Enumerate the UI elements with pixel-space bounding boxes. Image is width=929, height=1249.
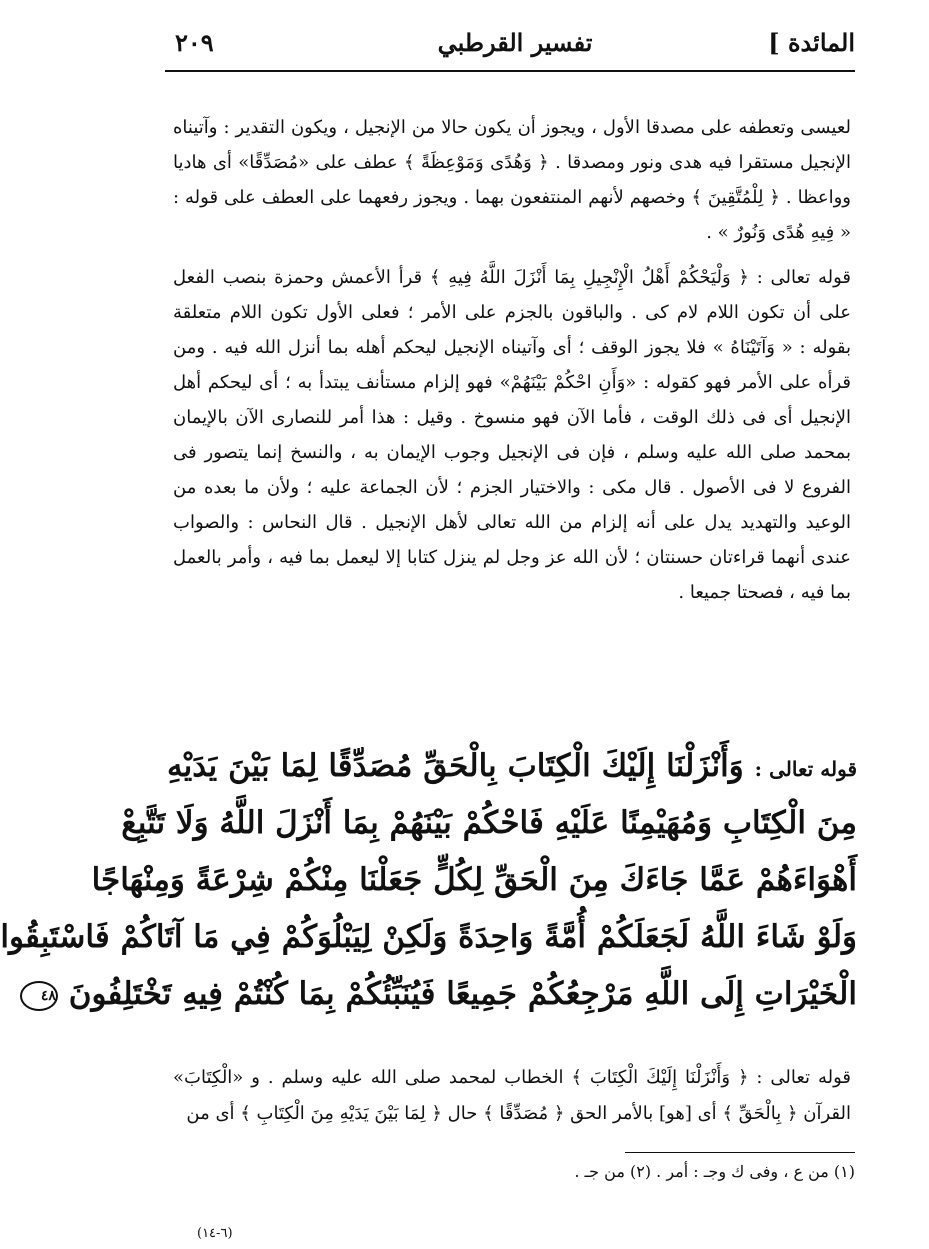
verse-line — [167, 738, 857, 795]
verse-commentary — [173, 1060, 851, 1132]
footnotes: (١) من ع ، وفى ك وجـ : أمر . (٢) من جـ . — [574, 1162, 855, 1181]
paragraph: لعيسى وتعطفه على مصدقا الأول ، ويجوز أن يكون حالا من الإنجيل ، ويكون التقدير : وآتيناه الإنجيل مستقرا فيه هدى ونور ومصدقا . ﴿ وَهُدًى وَمَوْعِظَةً ﴾ عطف على «مُصَدِّقًا» أى هاديا وواعظا . ﴿ لِلْمُتَّقِينَ ﴾ وخصهم لأنهم المنتفعون بهما . ويجوز رفعهما على العطف على قوله : « فِيهِ هُدًى وَنُورٌ » . — [173, 117, 851, 243]
paragraph: قوله تعالى : ﴿ وَلْيَحْكُمْ أَهْلُ الْإِنْجِيلِ بِمَا أَنْزَلَ اللَّهُ فِيهِ ﴾ قرأ الأعمش وحمزة بنصب الفعل على أن تكون اللام لام كى . والباقون بالجزم على الأمر ؛ فعلى الأول تكون اللام متعلقة بقوله : « وَآتَيْنَاهُ » فلا يجوز الوقف ؛ أى وآتيناه الإنجيل ليحكم أهله بما أنزل الله فيه . ومن قرأه على الأمر فهو كقوله : «وَأَنِ احْكُمْ بَيْنَهُمْ» فهو إلزام مستأنف يبتدأ به ؛ أى ليحكم أهل الإنجيل أى فى ذلك الوقت ، فأما الآن فهو منسوخ . وقيل : هذا أمر للنصارى الآن بالإيمان بمحمد صلى الله عليه وسلم ، فإن فى الإنجيل وجوب الإيمان به ، والنسخ إنما يتصور فى الفروع لا فى الأصول . قال مكى : والاختيار الجزم ؛ لأن الجماعة عليه ؛ ولأن ما بعده من الوعيد والتهديد يدل على أنه إلزام من الله تعالى لأهل الإنجيل . قال النحاس : والصواب عندى أنهما قراءتان حسنتان ؛ لأن الله عز وجل لم ينزل كتابا إلا ليعمل بما فيه ، وأمر بالعمل بما فيه ، فصحتا جميعا . — [173, 267, 851, 603]
header-divider — [165, 70, 855, 72]
page-number: ٢٠٩ — [175, 28, 214, 57]
verse-line — [40, 966, 857, 1023]
verse-line: أَهْوَاءَهُمْ عَمَّا جَاءَكَ مِنَ الْحَقِّ لِكُلٍّ جَعَلْنَا مِنْكُمْ شِرْعَةً وَمِنْهَاجًا — [91, 862, 857, 898]
paragraph: قوله تعالى : ﴿ وَأَنْزَلْنَا إِلَيْكَ الْكِتَابَ ﴾ الخطاب لمحمد صلى الله عليه وسلم . و «الْكِتَابَ» القرآن ﴿ بِالْحَقِّ ﴾ أى [هو] بالأمر الحق ﴿ مُصَدِّقًا ﴾ حال ﴿ لِمَا بَيْنَ يَدَيْهِ مِنَ الْكِتَابِ ﴾ أى من — [173, 1067, 851, 1124]
quran-verse — [0, 738, 857, 1023]
verse-text: الْخَيْرَاتِ إِلَى اللَّهِ مَرْجِعُكُمْ جَمِيعًا فَيُنَبِّئُكُمْ بِمَا كُنْتُمْ فِيهِ تَخْتَلِفُونَ — [68, 976, 857, 1012]
book-title: تفسير القرطبي — [437, 28, 593, 57]
verse-line: وَلَوْ شَاءَ اللَّهُ لَجَعَلَكُمْ أُمَّةً وَاحِدَةً وَلَكِنْ لِيَبْلُوَكُمْ فِي مَا آتَاكُمْ فَاسْتَبِقُوا — [0, 919, 857, 955]
commentary-body — [173, 110, 851, 620]
footnote-divider — [625, 1152, 855, 1153]
ayah-number-marker: ٤٨ — [20, 981, 58, 1011]
verse-intro: قوله تعالى : — [754, 757, 857, 781]
verse-line: مِنَ الْكِتَابِ وَمُهَيْمِنًا عَلَيْهِ فَاحْكُمْ بَيْنَهُمْ بِمَا أَنْزَلَ اللَّهُ وَلَا تَتَّبِعْ — [121, 805, 857, 841]
verse-text: وَأَنْزَلْنَا إِلَيْكَ الْكِتَابَ بِالْحَقِّ مُصَدِّقًا لِمَا بَيْنَ يَدَيْهِ — [167, 748, 744, 784]
signature-mark: (٦-١٤) — [197, 1226, 233, 1241]
page-header — [175, 22, 855, 70]
surah-name: المائدة ] — [768, 28, 855, 57]
